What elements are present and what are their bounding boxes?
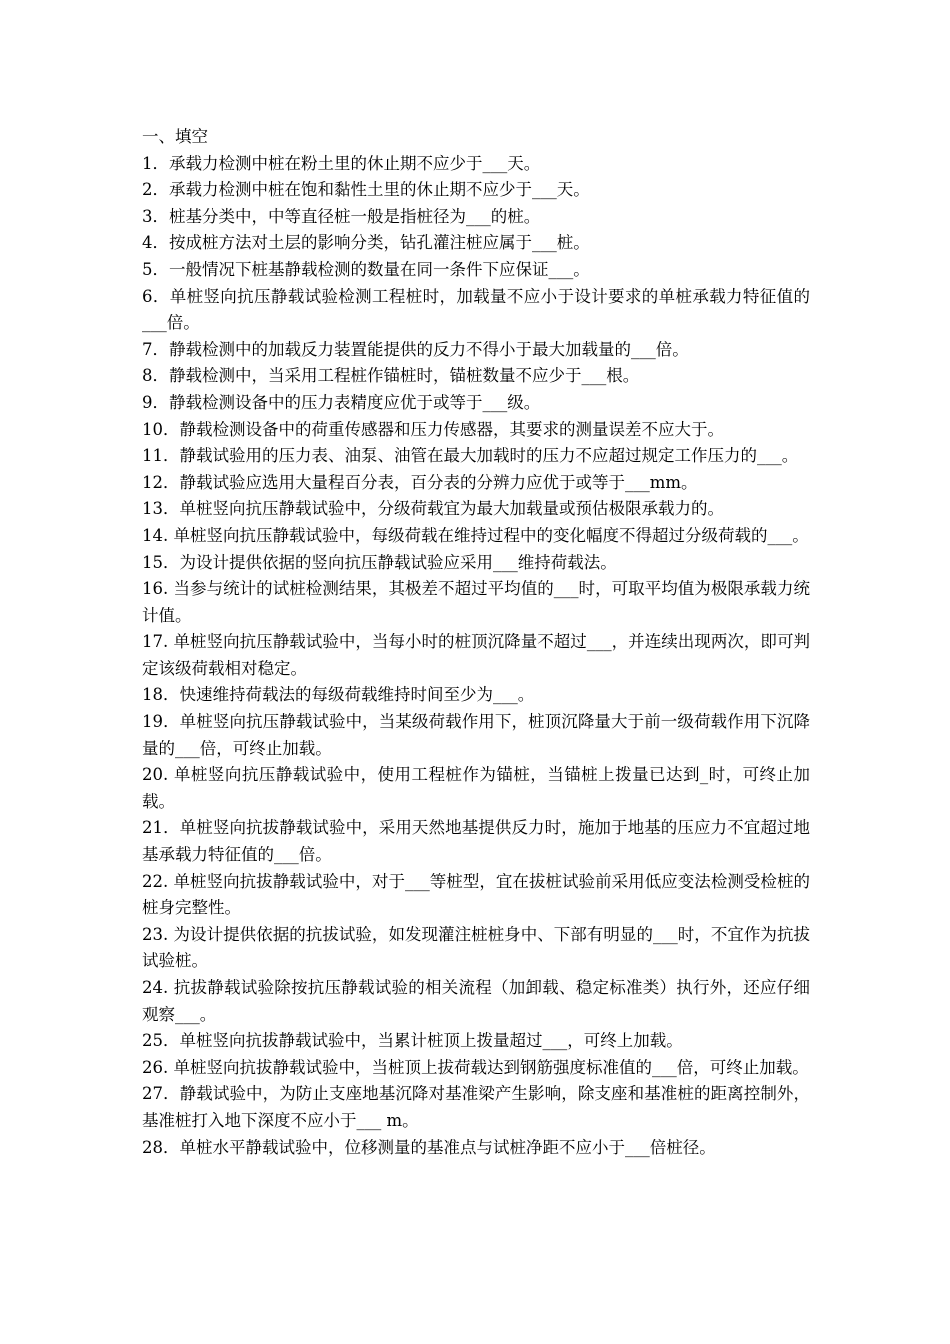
question-list xyxy=(142,124,810,1161)
question-20: 20. 单桩竖向抗压静载试验中，使用工程桩作为锚桩，当锚桩上拨量已达到_时，可终止加载。 xyxy=(142,765,810,811)
question-27: 27．静载试验中，为防止支座地基沉降对基准梁产生影响，除支座和基准桩的距离控制外，基准桩打入地下深度不应小于___ m。 xyxy=(142,1084,810,1130)
question-5: 5．一般情况下桩基静载检测的数量在同一条件下应保证___。 xyxy=(142,259,590,279)
question-15: 15．为设计提供依据的竖向抗压静载试验应采用___维持荷载法。 xyxy=(142,552,617,572)
question-25: 25．单桩竖向抗拔静载试验中，当累计桩顶上拨量超过___，可终上加载。 xyxy=(142,1031,683,1051)
question-7: 7．静载检测中的加载反力装置能提供的反力不得小于最大加载量的___倍。 xyxy=(142,339,689,359)
question-26: 26. 单桩竖向抗拔静载试验中，当桩顶上拔荷载达到钢筋强度标准值的___倍，可终止加载。 xyxy=(142,1057,809,1077)
section-title: 一、填空 xyxy=(142,127,208,146)
question-19: 19．单桩竖向抗压静载试验中，当某级荷载作用下，桩顶沉降量大于前一级荷载作用下沉降量的___倍，可终止加载。 xyxy=(142,712,810,758)
question-28: 28．单桩水平静载试验中，位移测量的基准点与试桩净距不应小于___倍桩径。 xyxy=(142,1137,716,1157)
question-4: 4．按成桩方法对土层的影响分类，钻孔灌注桩应属于___桩。 xyxy=(142,233,590,253)
question-23: 23. 为设计提供依据的抗拔试验，如发现灌注桩桩身中、下部有明显的___时，不宜作为抗拔试验桩。 xyxy=(142,924,810,971)
question-10: 10．静载检测设备中的荷重传感器和压力传感器，其要求的测量误差不应大于。 xyxy=(142,419,724,439)
question-14: 14. 单桩竖向抗压静载试验中，每级荷载在维持过程中的变化幅度不得超过分级荷载的___。 xyxy=(142,525,809,545)
question-18: 18．快速维持荷载法的每级荷载维持时间至少为___。 xyxy=(142,685,535,705)
question-2: 2．承载力检测中桩在饱和黏性土里的休止期不应少于___天。 xyxy=(142,180,590,200)
question-13: 13．单桩竖向抗压静载试验中，分级荷载宜为最大加载量或预估极限承载力的。 xyxy=(142,499,724,519)
question-24: 24. 抗拔静载试验除按抗压静载试验的相关流程（加卸载、稳定标准类）执行外，还应仔细观察___。 xyxy=(142,978,810,1024)
question-3: 3．桩基分类中，中等直径桩一般是指桩径为___的桩。 xyxy=(142,206,541,226)
question-6: 6．单桩竖向抗压静载试验检测工程桩时，加载量不应小于设计要求的单桩承载力特征值的___倍。 xyxy=(142,286,810,333)
question-11: 11．静载试验用的压力表、油泵、油管在最大加载时的压力不应超过规定工作压力的___。 xyxy=(142,446,799,466)
question-16: 16. 当参与统计的试桩检测结果，其极差不超过平均值的___时，可取平均值为极限承载力统计值。 xyxy=(142,579,810,625)
question-1: 1．承载力检测中桩在粉土里的休止期不应少于___天。 xyxy=(142,153,541,173)
question-22: 22. 单桩竖向抗拔静载试验中，对于___等桩型，宜在拔桩试验前采用低应变法检测受检桩的桩身完整性。 xyxy=(142,871,810,918)
question-9: 9．静载检测设备中的压力表精度应优于或等于___级。 xyxy=(142,392,541,412)
question-8: 8．静载检测中，当采用工程桩作锚桩时，锚桩数量不应少于___根。 xyxy=(142,366,640,386)
question-21: 21．单桩竖向抗拔静载试验中，采用天然地基提供反力时，施加于地基的压应力不宜超过地基承载力特征值的___倍。 xyxy=(142,818,810,865)
question-12: 12．静载试验应选用大量程百分表，百分表的分辨力应优于或等于___mm。 xyxy=(142,472,698,492)
question-17: 17. 单桩竖向抗压静载试验中，当每小时的桩顶沉降量不超过___，并连续出现两次，即可判定该级荷载相对稳定。 xyxy=(142,632,810,678)
